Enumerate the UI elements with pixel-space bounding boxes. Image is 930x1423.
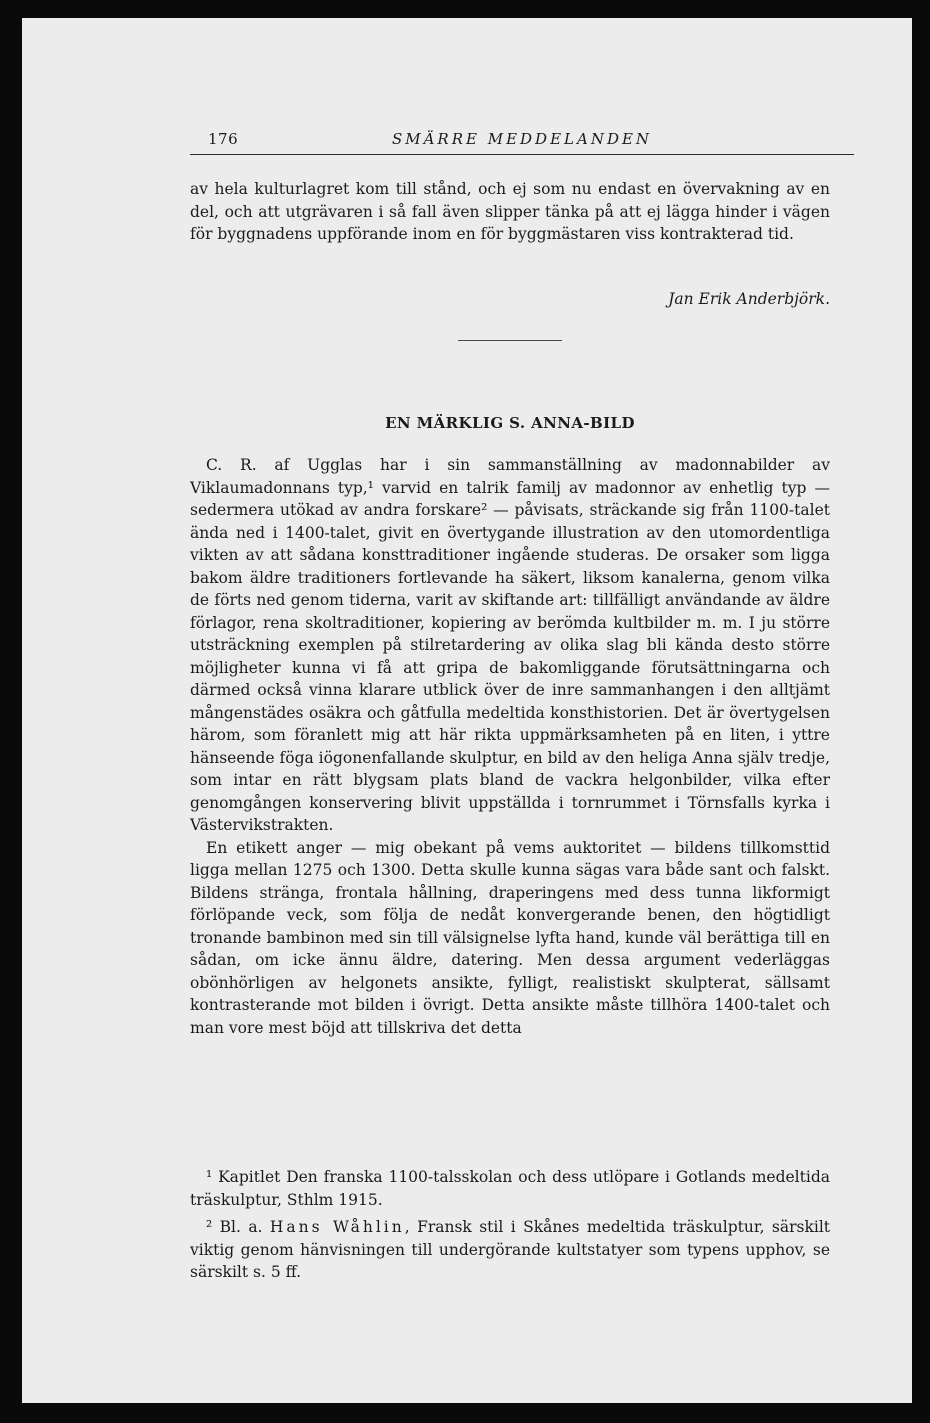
article-paragraph-2: En etikett anger — mig obekant på vems auktoritet — bildens tillkomsttid ligga mellan 1275 och 1300. Detta skulle kunna sägas vara både sant och falskt. Bildens stränga, frontala hållning, draperingens med dess tunna likformigt förlöpande veck, som följa de nedåt konvergerande benen, den högtidligt tronande bambinon med sin till välsignelse lyfta hand, kunde väl berättiga till en sådan, om icke ännu äldre, datering. Men dessa argument vederläggas obönhörligen av helgonets ansikte, fylligt, realistiskt skulpterat, sällsamt kontrasterande mot bilden i övrigt. Detta ansikte måste tillhöra 1400-talet och man vore mest böjd att tillskriva det detta [190, 838, 830, 1037]
page-number: 176 [208, 130, 239, 148]
footnote-2-rest: , Fransk stil i Skånes medeltida träskulptur, särskilt viktig genom hänvisningen till undergörande kultstatyer som typens upphov, se särskilt s. 5 ff. [190, 1218, 831, 1281]
footnote-2-prefix: ² Bl. a. [206, 1218, 263, 1236]
article-title: EN MÄRKLIG S. ANNA-BILD [385, 414, 635, 432]
page-header [190, 130, 854, 155]
footnote-2 [190, 1216, 830, 1284]
previous-article-text: av hela kulturlagret kom till stånd, och ej som nu endast en övervakning av en del, och att utgrävaren i så fall även slipper tänka på att ej lägga hinder i vägen för byggnadens uppförande inom en för byggmästaren viss kontrakterad tid. [190, 180, 830, 243]
running-title: SMÄRRE MEDDELANDEN [391, 130, 653, 148]
section-divider [458, 340, 562, 341]
article-body [190, 454, 830, 1039]
scanned-page [22, 18, 912, 1403]
article-paragraph-1: C. R. af Ugglas har i sin sammanställning av madonnabilder av Viklaumadonnans typ,¹ varvid en talrik familj av madonnor av enhetlig typ — sedermera utökad av andra forskare² — påvisats, sträckande sig från 1100-talet ända ned i 1400-talet, givit en övertygande illustration av den utomordentliga vikten av att sådana konsttraditioner ingående studeras. De orsaker som ligga bakom äldre traditioners fortlevande ha säkert, liksom kanalerna, genom vilka de förts ned genom tiderna, varit av skiftande art: tillfälligt användande av äldre förlagor, rena skoltraditioner, kopiering av berömda kultbilder m. m. I ju större utsträckning exemplen på stilretardering av olika slag bli kända desto större möjligheter kunna vi få att gripa de bakomliggande förutsättningarna och därmed också vinna klarare utblick över de inre sammanhangen i den alltjämt mångenstädes osäkra och gåtfulla medeltida konsthistorien. Det är övertygelsen härom, som föranlett mig att här rikta uppmärksamheten på en liten, i yttre hänseende föga iögonenfallande skulptur, en bild av den heliga Anna själv tredje, som intar en rätt blygsam plats bland de vackra helgonbilder, vilka efter genomgången konservering blivit uppställda i tornrummet i Törnsfalls kyrka i Västervikstrakten. [190, 456, 830, 834]
footnote-1: ¹ Kapitlet Den franska 1100-talsskolan och dess utlöpare i Gotlands medeltida träskulptur, Sthlm 1915. [190, 1168, 830, 1209]
author-signature: Jan Erik Anderbjörk. [668, 290, 830, 308]
footnote-2-author: Hans Wåhlin [269, 1218, 405, 1236]
footnotes [190, 1166, 830, 1289]
previous-article-ending [190, 178, 830, 246]
